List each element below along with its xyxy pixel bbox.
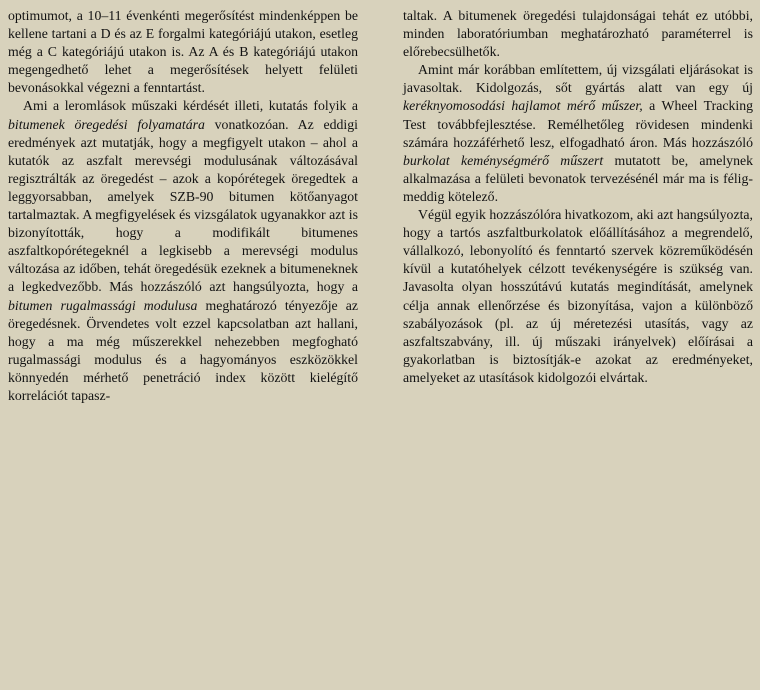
left-paragraph-2-text-1: Ami a leromlások műszaki kérdését illeti, kutatás folyik a <box>23 98 358 114</box>
right-paragraph-2-text-2: a Wheel Tracking Test továbbfejlesztése. Remélhetőleg rövidesen mindenki számára hozzáférhető lesz, elfogadható áron. Más hozzászóló <box>403 98 753 150</box>
left-paragraph-1 <box>8 7 358 97</box>
right-paragraph-1 <box>403 7 753 61</box>
right-paragraph-2 <box>403 61 753 206</box>
right-paragraph-2-italic-1: keréknyomosodási hajlamot mérő műszer, <box>403 98 643 114</box>
right-paragraph-2-text-3: mutatott be, amelynek alkalmazása a felületi bevonatok tervezésénél már ma is félig-meddig kötelező. <box>403 152 753 204</box>
left-paragraph-2-text-3: meghatározó tényezője az öregedésnek. Örvendetes volt ezzel kapcsolatban azt hallani, hogy a ma még műszerekkel nehezebben megfogható rugalmassági modulus és a hagyományos eszközökkel könnyedén mérhető penetráció index között kielégítő korrelációt tapasz- <box>8 297 358 403</box>
left-paragraph-1-text: optimumot, a 10–11 évenkénti megerősítést mindenképpen be kellene tartani a D és az E forgalmi kategóriájú utakon, esetleg még a C kategóriájú utakon is. Az A és B kategóriájú utakon megengedhető lehet a megerősítések helyett felületi bevonásokkal végezni a fenntartást. <box>8 8 358 96</box>
right-column <box>403 7 753 387</box>
left-paragraph-2-italic-2: bitumen rugalmassági modulusa <box>8 297 198 313</box>
right-paragraph-1-text: taltak. A bitumenek öregedési tulajdonságai tehát ez utóbbi, minden laboratóriumban meghatározható paraméterrel is előrebecsülhetők. <box>403 8 753 60</box>
left-paragraph-2 <box>8 97 358 405</box>
left-column <box>8 7 358 405</box>
right-paragraph-3-text: Végül egyik hozzászólóra hivatkozom, aki azt hangsúlyozta, hogy a tartós aszfaltburkolatok előállításához a megrendelő, vállalkozó, lebonyolító és fenntartó szervek közreműködésén kívül a kutatóhelyek célzott tevékenységére is szükség van. Javasolta olyan hosszútávú kutatás megindítását, amelynek célja annak ellenőrzése és bizonyítása, vajon a különböző szabályozások (pl. az új méretezési utasítás, vagy az aszfaltszabvány, ill. új műszaki irányelvek) előírásai a gyakorlatban is biztosítják-e azokat az eredményeket, amelyeket az utasítások kidolgozói elvártak. <box>403 207 753 385</box>
right-paragraph-3 <box>403 206 753 387</box>
right-paragraph-2-italic-2: burkolat keménységmérő műszert <box>403 152 604 168</box>
right-paragraph-2-text-1: Amint már korábban említettem, új vizsgálati eljárásokat is javasoltak. Kidolgozás, sőt gyártás alatt van egy új <box>403 62 753 96</box>
left-paragraph-2-text-2: vonatkozóan. Az eddigi eredmények azt mutatják, hogy a megfigyelt utakon – ahol a kutatók az aszfalt merevségi modulusának változásával regisztrálták az öregedést – azok a kopórétegek öregedtek a leggyorsabban, amelyek SZB-90 bitumen kötőanyagot tartalmaztak. A megfigyelések és vizsgálatok ugyanakkor azt is bizonyították, hogy a modifikált bitumenes aszfaltkopórétegeknél a legkisebb a merevségi modulus változása az időben, tehát öregedésük ezeknek a bitumeneknek a legkedvezőbb. Más hozzászóló azt hangsúlyozta, hogy a <box>8 116 358 295</box>
left-paragraph-2-italic-1: bitumenek öregedési folyamatára <box>8 116 205 132</box>
